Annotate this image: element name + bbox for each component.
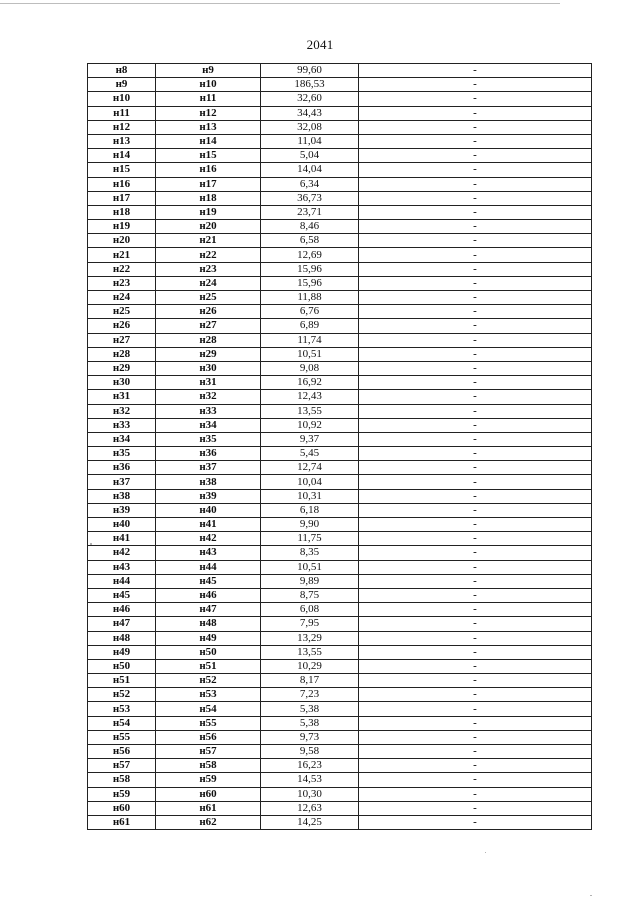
note-cell: - [359,745,592,759]
distance-cell: 99,60 [261,64,359,78]
to-point-cell: н30 [156,361,261,375]
note-cell: - [359,376,592,390]
note-cell: - [359,801,592,815]
from-point-cell: н19 [88,220,156,234]
to-point-cell: н35 [156,432,261,446]
distance-cell: 13,55 [261,645,359,659]
to-point-cell: н26 [156,305,261,319]
table-row [88,120,592,134]
from-point-cell: н50 [88,659,156,673]
note-cell: - [359,92,592,106]
table-row [88,205,592,219]
scan-speck [590,895,592,896]
to-point-cell: н49 [156,631,261,645]
note-cell: - [359,177,592,191]
to-point-cell: н29 [156,347,261,361]
table-row [88,163,592,177]
to-point-cell: н47 [156,603,261,617]
from-point-cell: н27 [88,333,156,347]
from-point-cell: н35 [88,447,156,461]
to-point-cell: н17 [156,177,261,191]
note-cell: - [359,191,592,205]
table-row [88,588,592,602]
note-cell: - [359,574,592,588]
table-row [88,78,592,92]
table-row [88,787,592,801]
from-point-cell: н24 [88,291,156,305]
table-row [88,574,592,588]
from-point-cell: н31 [88,390,156,404]
table-row [88,191,592,205]
from-point-cell: н52 [88,688,156,702]
distance-cell: 12,63 [261,801,359,815]
distance-cell: 34,43 [261,106,359,120]
to-point-cell: н12 [156,106,261,120]
table-row [88,291,592,305]
to-point-cell: н32 [156,390,261,404]
to-point-cell: н57 [156,745,261,759]
note-cell: - [359,518,592,532]
distance-cell: 10,51 [261,347,359,361]
to-point-cell: н45 [156,574,261,588]
table-row [88,418,592,432]
table-row [88,560,592,574]
distance-cell: 6,58 [261,234,359,248]
note-cell: - [359,106,592,120]
to-point-cell: н14 [156,134,261,148]
note-cell: - [359,447,592,461]
table-row [88,276,592,290]
to-point-cell: н59 [156,773,261,787]
to-point-cell: н11 [156,92,261,106]
table-row [88,134,592,148]
distance-cell: 10,29 [261,659,359,673]
note-cell: - [359,262,592,276]
to-point-cell: н22 [156,248,261,262]
from-point-cell: н61 [88,815,156,829]
note-cell: - [359,532,592,546]
to-point-cell: н13 [156,120,261,134]
distance-cell: 7,95 [261,617,359,631]
from-point-cell: н53 [88,702,156,716]
table-row [88,702,592,716]
from-point-cell: н8 [88,64,156,78]
to-point-cell: н58 [156,759,261,773]
from-point-cell: н25 [88,305,156,319]
table-row [88,801,592,815]
table-row [88,347,592,361]
table-row [88,546,592,560]
to-point-cell: н16 [156,163,261,177]
table-row [88,177,592,191]
distance-cell: 10,92 [261,418,359,432]
distance-cell: 13,55 [261,404,359,418]
table-row [88,361,592,375]
note-cell: - [359,220,592,234]
note-cell: - [359,603,592,617]
note-cell: - [359,759,592,773]
table-row [88,503,592,517]
to-point-cell: н44 [156,560,261,574]
distance-cell: 14,53 [261,773,359,787]
distance-cell: 11,74 [261,333,359,347]
distance-cell: 16,92 [261,376,359,390]
note-cell: - [359,503,592,517]
from-point-cell: н49 [88,645,156,659]
from-point-cell: н56 [88,745,156,759]
from-point-cell: н57 [88,759,156,773]
table-row [88,532,592,546]
distance-cell: 186,53 [261,78,359,92]
from-point-cell: н16 [88,177,156,191]
distance-cell: 11,75 [261,532,359,546]
from-point-cell: н22 [88,262,156,276]
note-cell: - [359,319,592,333]
table-row [88,248,592,262]
distance-cell: 10,04 [261,475,359,489]
note-cell: - [359,248,592,262]
to-point-cell: н40 [156,503,261,517]
note-cell: - [359,773,592,787]
distance-cell: 11,88 [261,291,359,305]
note-cell: - [359,631,592,645]
distance-cell: 23,71 [261,205,359,219]
from-point-cell: н58 [88,773,156,787]
distance-cell: 14,04 [261,163,359,177]
note-cell: - [359,163,592,177]
note-cell: - [359,489,592,503]
to-point-cell: н27 [156,319,261,333]
boundary-segments-table [87,63,592,830]
to-point-cell: н39 [156,489,261,503]
table-row [88,645,592,659]
table-row [88,489,592,503]
distance-cell: 8,35 [261,546,359,560]
table-row [88,333,592,347]
to-point-cell: н43 [156,546,261,560]
note-cell: - [359,432,592,446]
distance-cell: 5,38 [261,702,359,716]
note-cell: - [359,645,592,659]
to-point-cell: н41 [156,518,261,532]
page-number: 2041 [306,37,334,52]
table-row [88,475,592,489]
table-row [88,432,592,446]
table-row [88,234,592,248]
from-point-cell: н32 [88,404,156,418]
distance-cell: 10,31 [261,489,359,503]
to-point-cell: н15 [156,149,261,163]
to-point-cell: н34 [156,418,261,432]
table-row [88,149,592,163]
distance-cell: 8,46 [261,220,359,234]
distance-cell: 5,45 [261,447,359,461]
from-point-cell: н9 [88,78,156,92]
distance-cell: 36,73 [261,191,359,205]
table-row [88,659,592,673]
scan-speck [485,852,486,853]
from-point-cell: н17 [88,191,156,205]
distance-cell: 11,04 [261,134,359,148]
distance-cell: 13,29 [261,631,359,645]
from-point-cell: н40 [88,518,156,532]
from-point-cell: н54 [88,716,156,730]
to-point-cell: н62 [156,815,261,829]
to-point-cell: н53 [156,688,261,702]
table-row [88,262,592,276]
to-point-cell: н54 [156,702,261,716]
from-point-cell: н12 [88,120,156,134]
distance-cell: 12,43 [261,390,359,404]
table-row [88,92,592,106]
from-point-cell: н48 [88,631,156,645]
table-row [88,745,592,759]
from-point-cell: н42 [88,546,156,560]
note-cell: - [359,730,592,744]
to-point-cell: н10 [156,78,261,92]
table-row [88,319,592,333]
note-cell: - [359,702,592,716]
from-point-cell: н13 [88,134,156,148]
note-cell: - [359,546,592,560]
to-point-cell: н19 [156,205,261,219]
from-point-cell: н37 [88,475,156,489]
distance-cell: 9,58 [261,745,359,759]
from-point-cell: н15 [88,163,156,177]
to-point-cell: н42 [156,532,261,546]
to-point-cell: н52 [156,674,261,688]
note-cell: - [359,234,592,248]
note-cell: - [359,404,592,418]
distance-cell: 6,89 [261,319,359,333]
from-point-cell: н46 [88,603,156,617]
note-cell: - [359,390,592,404]
distance-cell: 12,69 [261,248,359,262]
distance-cell: 5,04 [261,149,359,163]
distance-cell: 14,25 [261,815,359,829]
scan-speck [90,543,92,545]
distance-cell: 15,96 [261,276,359,290]
to-point-cell: н24 [156,276,261,290]
table-row [88,404,592,418]
table-row [88,631,592,645]
distance-cell: 6,34 [261,177,359,191]
to-point-cell: н61 [156,801,261,815]
from-point-cell: н29 [88,361,156,375]
table-row [88,730,592,744]
note-cell: - [359,134,592,148]
from-point-cell: н11 [88,106,156,120]
to-point-cell: н18 [156,191,261,205]
from-point-cell: н28 [88,347,156,361]
from-point-cell: н26 [88,319,156,333]
note-cell: - [359,716,592,730]
table-row [88,106,592,120]
table-row [88,603,592,617]
note-cell: - [359,461,592,475]
table-row [88,688,592,702]
note-cell: - [359,305,592,319]
to-point-cell: н48 [156,617,261,631]
from-point-cell: н47 [88,617,156,631]
from-point-cell: н20 [88,234,156,248]
from-point-cell: н18 [88,205,156,219]
table-row [88,220,592,234]
note-cell: - [359,149,592,163]
table-row [88,674,592,688]
from-point-cell: н36 [88,461,156,475]
table-row [88,759,592,773]
to-point-cell: н46 [156,588,261,602]
table-row [88,773,592,787]
distance-cell: 5,38 [261,716,359,730]
to-point-cell: н37 [156,461,261,475]
to-point-cell: н36 [156,447,261,461]
table-row [88,64,592,78]
note-cell: - [359,674,592,688]
scan-top-rule [0,3,560,4]
note-cell: - [359,815,592,829]
distance-cell: 32,60 [261,92,359,106]
distance-cell: 6,76 [261,305,359,319]
note-cell: - [359,120,592,134]
note-cell: - [359,560,592,574]
from-point-cell: н51 [88,674,156,688]
to-point-cell: н56 [156,730,261,744]
from-point-cell: н23 [88,276,156,290]
table-row [88,390,592,404]
table-row [88,518,592,532]
distance-cell: 9,73 [261,730,359,744]
note-cell: - [359,617,592,631]
from-point-cell: н41 [88,532,156,546]
note-cell: - [359,787,592,801]
note-cell: - [359,78,592,92]
distance-cell: 16,23 [261,759,359,773]
from-point-cell: н21 [88,248,156,262]
to-point-cell: н51 [156,659,261,673]
from-point-cell: н30 [88,376,156,390]
distance-cell: 12,74 [261,461,359,475]
table-row [88,447,592,461]
note-cell: - [359,276,592,290]
note-cell: - [359,347,592,361]
table-row [88,305,592,319]
note-cell: - [359,205,592,219]
note-cell: - [359,64,592,78]
note-cell: - [359,688,592,702]
to-point-cell: н50 [156,645,261,659]
from-point-cell: н59 [88,787,156,801]
from-point-cell: н55 [88,730,156,744]
from-point-cell: н60 [88,801,156,815]
note-cell: - [359,659,592,673]
from-point-cell: н10 [88,92,156,106]
note-cell: - [359,418,592,432]
to-point-cell: н20 [156,220,261,234]
distance-cell: 6,18 [261,503,359,517]
to-point-cell: н55 [156,716,261,730]
note-cell: - [359,361,592,375]
distance-cell: 32,08 [261,120,359,134]
distance-cell: 6,08 [261,603,359,617]
to-point-cell: н25 [156,291,261,305]
table-row [88,815,592,829]
table-row [88,617,592,631]
to-point-cell: н28 [156,333,261,347]
from-point-cell: н34 [88,432,156,446]
distance-cell: 8,17 [261,674,359,688]
from-point-cell: н38 [88,489,156,503]
note-cell: - [359,333,592,347]
distance-cell: 7,23 [261,688,359,702]
from-point-cell: н33 [88,418,156,432]
distance-cell: 9,37 [261,432,359,446]
distance-cell: 9,89 [261,574,359,588]
note-cell: - [359,588,592,602]
from-point-cell: н44 [88,574,156,588]
to-point-cell: н31 [156,376,261,390]
to-point-cell: н9 [156,64,261,78]
table-row [88,461,592,475]
table-body [88,64,592,830]
distance-cell: 10,30 [261,787,359,801]
note-cell: - [359,291,592,305]
table-row [88,376,592,390]
from-point-cell: н43 [88,560,156,574]
from-point-cell: н45 [88,588,156,602]
to-point-cell: н23 [156,262,261,276]
to-point-cell: н38 [156,475,261,489]
from-point-cell: н14 [88,149,156,163]
from-point-cell: н39 [88,503,156,517]
distance-cell: 10,51 [261,560,359,574]
distance-cell: 8,75 [261,588,359,602]
to-point-cell: н21 [156,234,261,248]
to-point-cell: н60 [156,787,261,801]
distance-cell: 9,90 [261,518,359,532]
distance-cell: 9,08 [261,361,359,375]
distance-cell: 15,96 [261,262,359,276]
table-row [88,716,592,730]
to-point-cell: н33 [156,404,261,418]
note-cell: - [359,475,592,489]
